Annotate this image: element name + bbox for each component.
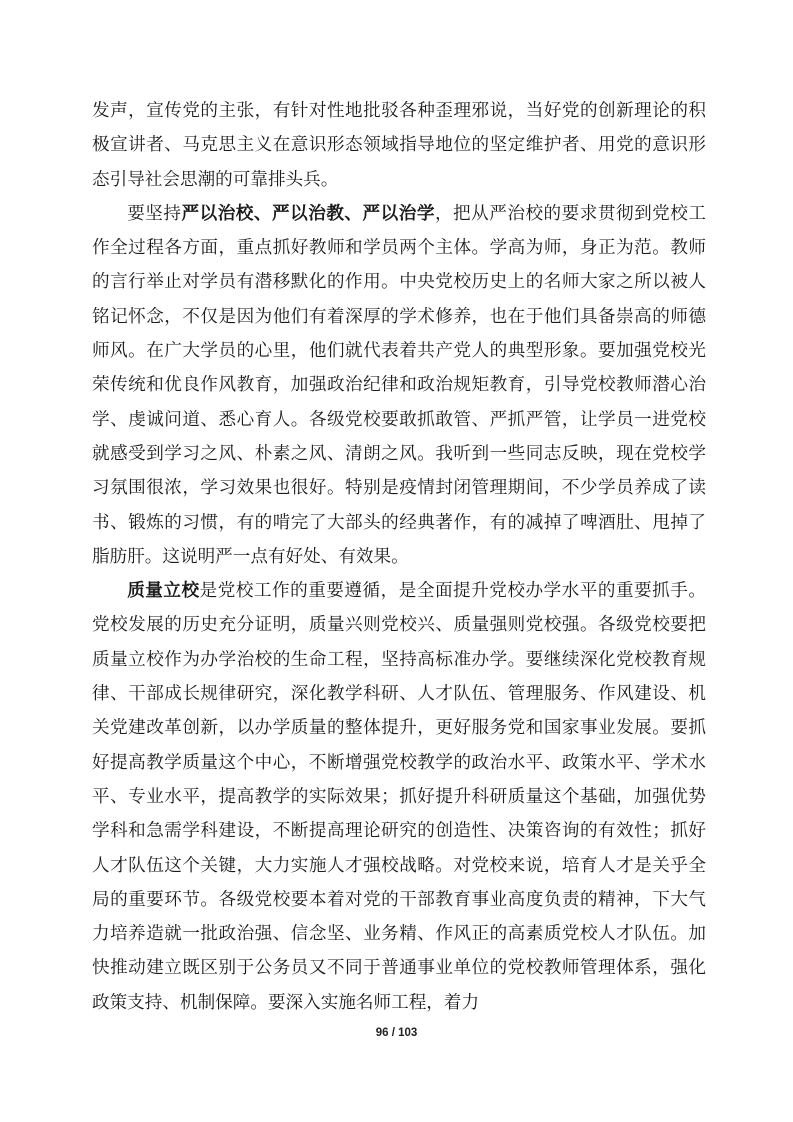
paragraph-2 (92, 197, 706, 574)
paragraph-3-text: 是党校工作的重要遵循，是全面提升党校办学水平的重要抓手。党校发展的历史充分证明，质量兴则党校兴、质量强则党校强。各级党校要把质量立校作为办学治校的生命工程，坚持高标准办学。要继续深化党校教育规律、干部成长规律研究，深化教学科研、人才队伍、管理服务、作风建设、机关党建改革创新，以办学质量的整体提升，更好服务党和国家事业发展。要抓好提高教学质量这个中心，不断增强党校教学的政治水平、政策水平、学术水平、专业水平，提高教学的实际效果；抓好提升科研质量这个基础，加强优势学科和急需学科建设，不断提高理论研究的创造性、决策咨询的有效性；抓好人才队伍这个关键，大力实施人才强校战略。对党校来说，培育人才是关乎全局的重要环节。各级党校要本着对党的干部教育事业高度负责的精神，下大气力培养造就一批政治强、信念坚、业务精、作风正的高素质党校人才队伍。加快推动建立既区别于公务员又不同于普通事业单位的党校教师管理体系，强化政策支持、机制保障。要深入实施名师工程，着力 (92, 581, 706, 1013)
body-text (92, 94, 706, 1020)
paragraph-1-text: 发声，宣传党的主张，有针对性地批驳各种歪理邪说，当好党的创新理论的积极宣讲者、马克思主义在意识形态领域指导地位的坚定维护者、用党的意识形态引导社会思潮的可靠排头兵。 (92, 101, 706, 190)
paragraph-1 (92, 94, 706, 197)
paragraph-2-text-b: ，把从严治校的要求贯彻到党校工作全过程各方面，重点抓好教师和学员两个主体。学高为师，身正为范。教师的言行举止对学员有潜移默化的作用。中央党校历史上的名师大家之所以被人铭记怀念，不仅是因为他们有着深厚的学术修养，也在于他们具备崇高的师德师风。在广大学员的心里，他们就代表着共产党人的典型形象。要加强党校光荣传统和优良作风教育，加强政治纪律和政治规矩教育，引导党校教师潜心治学、虔诚问道、悉心育人。各级党校要敢抓敢管、严抓严管，让学员一进党校就感受到学习之风、朴素之风、清朗之风。我听到一些同志反映，现在党校学习氛围很浓，学习效果也很好。特别是疫情封闭管理期间，不少学员养成了读书、锻炼的习惯，有的啃完了大部头的经典著作，有的减掉了啤酒肚、甩掉了脂肪肝。这说明严一点有好处、有效果。 (92, 203, 706, 567)
paragraph-2-text-a: 要坚持 (127, 203, 182, 224)
page-number: 96 / 103 (375, 1027, 418, 1039)
paragraph-3-bold-phrase: 质量立校 (127, 580, 200, 602)
paragraph-2-bold-phrase: 严以治校、严以治教、严以治学 (181, 202, 435, 224)
paragraph-3 (92, 574, 706, 1020)
